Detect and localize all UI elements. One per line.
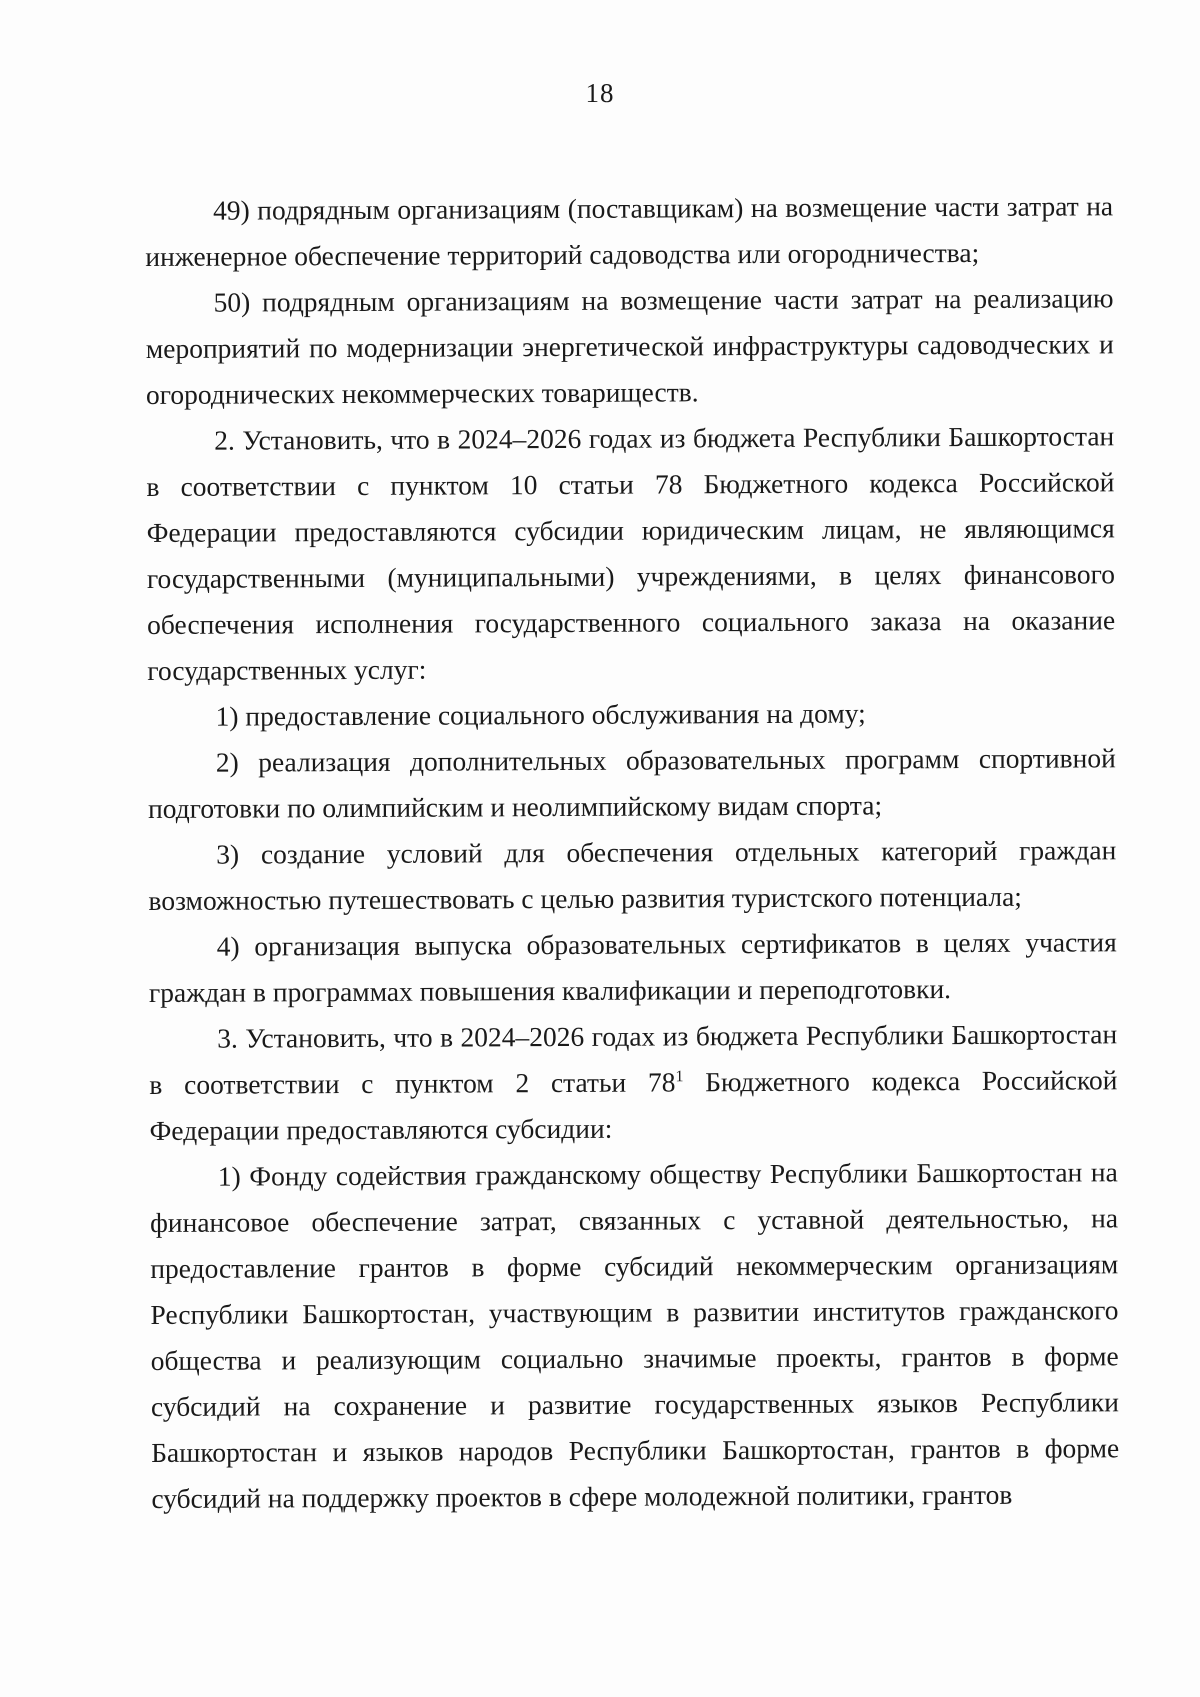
paragraph-item-50: 50) подрядным организациям на возмещение части затрат на реализацию мероприятий по модернизации энергетической инфраструктуры садоводческих и огороднических некоммерческих товариществ. <box>145 282 1114 410</box>
page-number: 18 <box>585 78 615 108</box>
paragraph-section-2: 2. Установить, что в 2024–2026 годах из бюджета Республики Башкортостан в соответствии с пунктом 10 статьи 78 Бюджетного кодекса Российской Федерации предоставляются субсидии юридическим лицам, не являющимся государственными (муниципальными) учреждениями, в целях финансового обеспечения исполнения государственного социального заказа на оказание государственных услуг: <box>146 420 1116 686</box>
paragraph-section-2-item-3: 3) создание условий для обеспечения отдельных категорий граждан возможностью путешествовать с целью развития туристского потенциала; <box>148 834 1117 916</box>
paragraph-section-3-text-before: 3. Установить, что в 2024–2026 годах из бюджета Республики Башкортостан в соответствии с пунктом 2 статьи 78 <box>149 1018 1118 1100</box>
paragraph-section-2-item-2: 2) реализация дополнительных образовательных программ спортивной подготовки по олимпийским и неолимпийскому видам спорта; <box>147 742 1116 824</box>
document-body <box>145 183 1120 1522</box>
paragraph-section-2-item-1: 1) предоставление социального обслуживания на дому; <box>215 697 866 732</box>
paragraph-section-2-item-4: 4) организация выпуска образовательных сертификатов в целях участия граждан в программах повышения квалификации и переподготовки. <box>148 926 1117 1008</box>
paragraph-section-3-text-after: Бюджетного кодекса Российской Федерации предоставляются субсидии: <box>149 1064 1118 1146</box>
article-superscript: 1 <box>675 1068 684 1086</box>
paragraph-section-3-item-1: 1) Фонду содействия гражданскому обществу Республики Башкортостан на финансовое обеспечение затрат, связанных с уставной деятельностью, на предоставление грантов в форме субсидий некоммерческим организациям Республики Башкортостан, участвующим в развитии институтов гражданского общества и реализующим социально значимые проекты, грантов в форме субсидий на сохранение и развитие государственных языков Республики Башкортостан и языков народов Республики Башкортостан, грантов в форме субсидий на поддержку проектов в сфере молодежной политики, грантов <box>149 1156 1120 1514</box>
paragraph-section-3 <box>149 1011 1118 1154</box>
paragraph-item-49: 49) подрядным организациям (поставщикам) на возмещение части затрат на инженерное обеспечение территорий садоводства или огородничества; <box>145 190 1114 272</box>
